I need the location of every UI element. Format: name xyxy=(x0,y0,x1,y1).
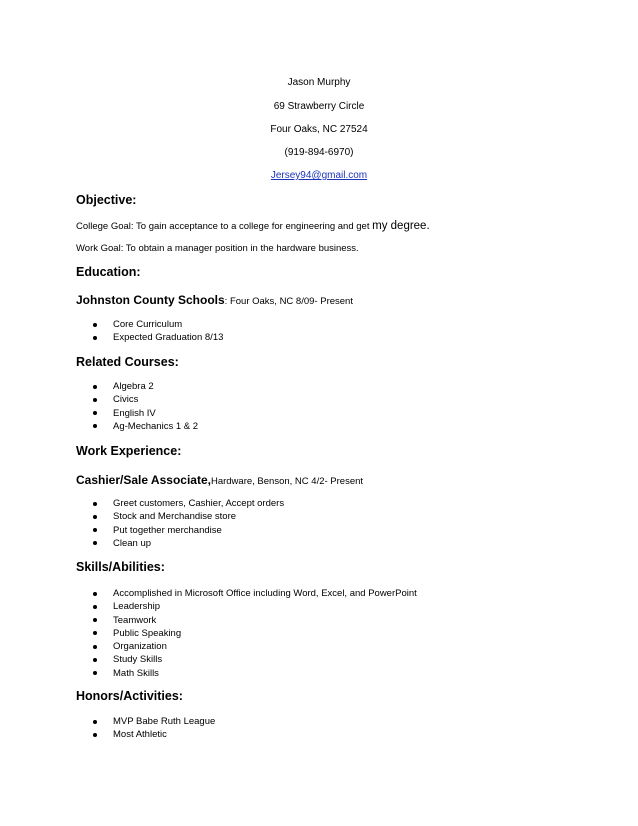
list-item-text: Put together merchandise xyxy=(113,524,222,536)
bullet-icon xyxy=(93,515,97,519)
list-item-text: Civics xyxy=(113,394,139,406)
skills-list xyxy=(92,587,417,680)
bullet-icon xyxy=(93,605,97,609)
job-detail: Hardware, Benson, NC 4/2- Present xyxy=(210,476,364,487)
list-item-text: Accomplished in Microsoft Office including Word, Excel, and PowerPoint xyxy=(113,588,417,599)
list-item xyxy=(92,653,417,666)
list-item xyxy=(92,318,223,331)
bullet-icon xyxy=(93,398,97,402)
bullet-icon xyxy=(93,671,97,675)
list-item xyxy=(92,524,284,537)
list-item xyxy=(92,497,284,510)
list-item xyxy=(92,587,417,600)
list-item xyxy=(92,420,198,433)
list-item-text: Algebra 2 xyxy=(113,381,154,392)
list-item-text: Math Skills xyxy=(113,667,159,679)
work-title-line xyxy=(76,472,363,489)
job-title: Cashier/Sale Associate, xyxy=(76,473,211,487)
contact-name: Jason Murphy xyxy=(287,77,351,88)
bullet-icon xyxy=(93,592,97,596)
list-item xyxy=(92,640,417,653)
work-experience-heading: Work Experience: xyxy=(76,444,182,458)
bullet-icon xyxy=(93,645,97,649)
honors-heading: Honors/Activities: xyxy=(76,689,183,703)
objective-work-goal: Work Goal: To obtain a manager position in the hardware business. xyxy=(76,243,359,254)
list-item-text: Leadership xyxy=(113,601,161,613)
related-courses-heading: Related Courses: xyxy=(76,355,179,369)
list-item-text: Expected Graduation 8/13 xyxy=(113,332,224,344)
school-detail: : Four Oaks, NC 8/09- Present xyxy=(224,296,353,307)
bullet-icon xyxy=(93,631,97,635)
bullet-icon xyxy=(93,424,97,428)
objective-heading: Objective: xyxy=(76,193,137,207)
work-experience-list xyxy=(92,497,284,550)
bullet-icon xyxy=(93,323,97,327)
list-item xyxy=(92,510,284,523)
list-item-text: Organization xyxy=(113,641,167,653)
list-item-text: Most Athletic xyxy=(113,729,167,741)
education-school-line xyxy=(76,292,353,309)
bullet-icon xyxy=(93,541,97,545)
list-item-text: Stock and Merchandise store xyxy=(113,511,237,523)
contact-street: 69 Strawberry Circle xyxy=(273,101,365,112)
honors-list xyxy=(92,715,215,742)
education-heading: Education: xyxy=(76,265,141,279)
list-item-text: English IV xyxy=(113,407,156,419)
bullet-icon xyxy=(93,411,97,415)
list-item-text: Greet customers, Cashier, Accept orders xyxy=(113,498,285,509)
list-item xyxy=(92,600,417,613)
bullet-icon xyxy=(93,528,97,532)
list-item xyxy=(92,380,198,393)
bullet-icon xyxy=(93,733,97,737)
skills-heading: Skills/Abilities: xyxy=(76,560,165,574)
list-item-text: MVP Babe Ruth League xyxy=(113,716,216,727)
college-goal-end: my degree. xyxy=(372,220,430,232)
related-courses-list xyxy=(92,380,198,433)
objective-college-goal xyxy=(76,220,430,233)
list-item-text: Study Skills xyxy=(113,654,163,666)
bullet-icon xyxy=(93,720,97,724)
list-item xyxy=(92,407,198,420)
college-goal-text: College Goal: To gain acceptance to a college for engineering and get xyxy=(76,221,370,232)
contact-email-line xyxy=(219,170,419,182)
list-item xyxy=(92,614,417,627)
contact-city: Four Oaks, NC 27524 xyxy=(270,124,368,135)
education-list xyxy=(92,318,223,345)
list-item-text: Teamwork xyxy=(113,614,157,626)
bullet-icon xyxy=(93,336,97,340)
list-item xyxy=(92,728,215,741)
list-item-text: Clean up xyxy=(113,537,152,549)
list-item xyxy=(92,667,417,680)
school-name: Johnston County Schools xyxy=(76,293,225,307)
list-item xyxy=(92,331,223,344)
email-link[interactable]: Jersey94@gmail.com xyxy=(270,170,368,181)
contact-phone: (919-894-6970) xyxy=(284,147,354,158)
list-item xyxy=(92,393,198,406)
list-item-text: Core Curriculum xyxy=(113,319,183,330)
bullet-icon xyxy=(93,618,97,622)
list-item xyxy=(92,715,215,728)
list-item-text: Ag-Mechanics 1 & 2 xyxy=(113,420,199,432)
bullet-icon xyxy=(93,385,97,389)
list-item-text: Public Speaking xyxy=(113,627,182,639)
list-item xyxy=(92,627,417,640)
bullet-icon xyxy=(93,658,97,662)
bullet-icon xyxy=(93,502,97,506)
list-item xyxy=(92,537,284,550)
